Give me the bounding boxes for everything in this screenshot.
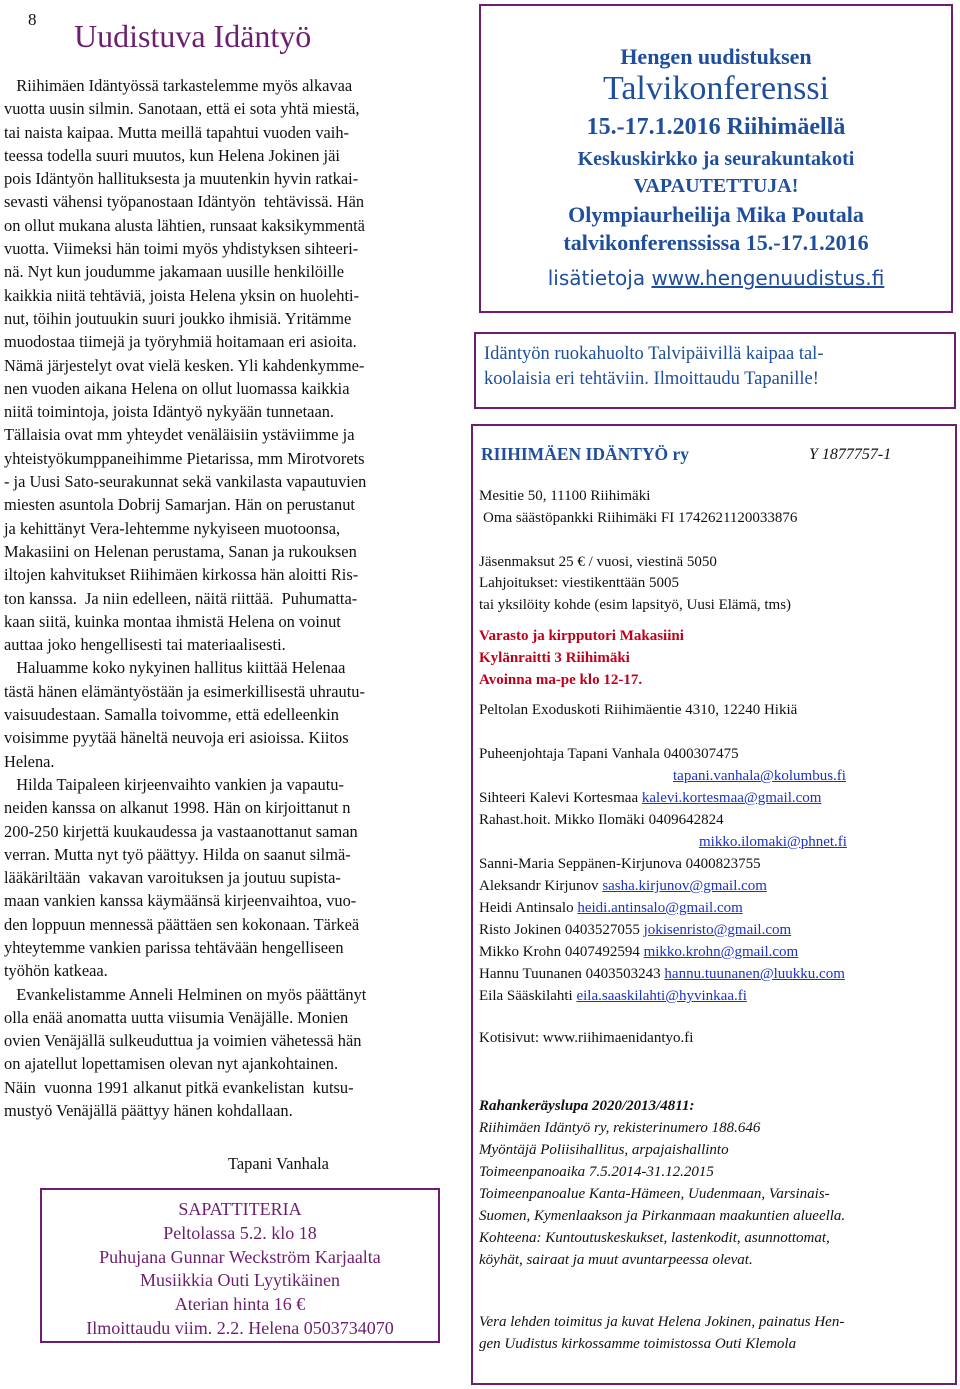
permit-line: Toimeenpanoalue Kanta-Hämeen, Uudenmaan, Varsinais- — [479, 1186, 830, 1202]
article-line: tai naista kaipaa. Mutta meillä tapahtui vuoden vaih- — [4, 122, 350, 142]
article-line: vuotta uusin silmin. Sanotaan, että ei sota yhtä miestä, — [4, 99, 360, 119]
chair-email-link[interactable]: tapani.vanhala@kolumbus.fi — [673, 768, 846, 784]
catering-notice-line1: Idäntyön ruokahuolto Talvipäivillä kaipaa tal- — [484, 344, 824, 364]
sapattiteria-line: SAPATTITERIA — [178, 1199, 302, 1219]
homepage: Kotisivut: www.riihimaenidantyo.fi — [479, 1030, 694, 1046]
article-line: ja kehittänyt Vera-lehtemme nykyiseen muotoonsa, — [4, 518, 341, 538]
member-heidi-name: Heidi Antinsalo — [479, 900, 578, 916]
credits-line1: Vera lehden toimitus ja kuvat Helena Jokinen, painatus Hen- — [479, 1314, 845, 1330]
article-body — [4, 74, 464, 1122]
article-line: teessa todella suuri muutos, kun Helena Jokinen jäi — [4, 145, 340, 165]
article-line: Tällaisia ovat mm yhteydet venäläisiin ystäviimme ja — [4, 425, 355, 445]
warehouse-name: Varasto ja kirpputori Makasiini — [479, 628, 684, 644]
conference-dates: 15.-17.1.2016 Riihimäellä — [586, 114, 846, 140]
permit-line: köyhät, sairaat ja muut avuntarpeessa olevat. — [479, 1252, 753, 1268]
member-eila — [479, 988, 747, 1005]
conference-title: Talvikonferenssi — [602, 70, 830, 107]
member-heidi — [479, 900, 743, 917]
secretary — [479, 790, 821, 807]
article-line: maan vankien kanssa käymäänsä kirjeenvaihtoa, vuo- — [4, 891, 357, 911]
member-eila-name: Eila Sääskilahti — [479, 988, 577, 1004]
permit-line: Suomen, Kymenlaakson ja Pirkanmaan maakuntien alueella. — [479, 1208, 846, 1224]
article-line: miesten asuntola Dobrij Samarjan. Hän on perustanut — [4, 495, 355, 515]
warehouse-address: Kylänraitti 3 Riihimäki — [479, 650, 630, 666]
article-line: vuotta. Viimeksi hän toimi myös yhdistyksen sihteeri- — [4, 239, 359, 259]
conference-box — [479, 4, 953, 313]
article-line: vaisuudestaan. Samalla toivomme, että edelleenkin — [4, 705, 339, 725]
article-line: Hilda Taipaleen kirjeenvaihto vankien ja vapautu- — [4, 774, 344, 794]
sapattiteria-line: Musiikkia Outi Lyytikäinen — [140, 1270, 340, 1291]
article-line: neiden kanssa on alkanut 1998. Hän on kirjoittanut n — [4, 798, 351, 818]
article-line: Evankelistamme Anneli Helminen on myös päättänyt — [4, 984, 367, 1004]
article-line: työhön katkeaa. — [4, 961, 108, 981]
member-sanni: Sanni-Maria Seppänen-Kirjunova 0400823755 — [479, 856, 761, 872]
risto-email-link[interactable]: jokisenristo@gmail.com — [643, 922, 792, 938]
article-line: yhteistyökumppaneihimme Pietarissa, mm Mirotvorets — [4, 448, 365, 468]
article-line: pois Idäntyön hallituksesta ja muutenkin hyvin ratkai- — [4, 169, 359, 189]
article-line: ton kanssa. Ja niin edelleen, näitä riittää. Puhumatta- — [4, 588, 358, 608]
article-line: Makasiini on Helenan perustama, Sanan ja rukouksen — [4, 541, 357, 561]
conference-venue: Keskuskirkko ja seurakuntakoti — [577, 148, 855, 170]
secretary-email-link[interactable]: kalevi.kortesmaa@gmail.com — [641, 790, 822, 806]
catering-notice-line2: koolaisia eri tehtäviin. Ilmoittaudu Tapanille! — [484, 369, 819, 389]
article-signature: Tapani Vanhala — [228, 1154, 329, 1173]
article-line: nen vuoden aikana Helena on ollut luomassa kaikkia — [4, 378, 350, 398]
permit-title: Rahankeräyslupa 2020/2013/4811: — [479, 1098, 695, 1114]
org-name: RIIHIMÄEN IDÄNTYÖ ry — [481, 444, 690, 464]
article-line: den loppuun mennessä päättäen sen kokonaan. Tärkeä — [4, 914, 360, 934]
warehouse-hours: Avoinna ma-pe klo 12-17. — [479, 672, 643, 688]
chair: Puheenjohtaja Tapani Vanhala 0400307475 — [479, 746, 739, 762]
member-mikko — [479, 944, 798, 961]
article-line: muodostaa tiimejä ja työryhmiä hoitamaan eri asioita. — [4, 332, 357, 352]
article-line: Haluamme koko nykyinen hallitus kiittää Helenaa — [4, 658, 346, 678]
org-y-code: Y 1877757-1 — [809, 446, 892, 463]
article-line: olla enää anomatta uutta viisumia Venäjälle. Monien — [4, 1007, 349, 1027]
aleksandr-email-link[interactable]: sasha.kirjunov@gmail.com — [602, 878, 767, 894]
member-hannu — [479, 966, 845, 983]
conference-website-link[interactable]: www.hengenuudistus.fi — [651, 266, 885, 290]
permit-line: Kohteena: Kuntoutuskeskukset, lastenkodit, asunnottomat, — [479, 1230, 830, 1246]
mikko-email-link[interactable]: mikko.krohn@gmail.com — [643, 944, 799, 960]
article-line: Helena. — [4, 751, 55, 771]
sapattiteria-line: Puhujana Gunnar Weckström Karjaalta — [99, 1246, 381, 1267]
org-targeted-donations: tai yksilöity kohde (esim lapsityö, Uusi Elämä, tms) — [479, 597, 792, 613]
member-aleksandr — [479, 878, 767, 895]
article-line: yhteytemme vankien parissa tehtävään hengelliseen — [4, 937, 344, 957]
hannu-email-link[interactable]: hannu.tuunanen@luukku.com — [664, 966, 845, 982]
sapattiteria-box — [40, 1188, 440, 1343]
member-risto — [479, 922, 791, 939]
org-membership: Jäsenmaksut 25 € / vuosi, viestinä 5050 — [479, 554, 717, 570]
conference-info-prefix: lisätietoja — [547, 266, 652, 290]
treasurer-email-link[interactable]: mikko.ilomaki@phnet.fi — [699, 834, 847, 850]
article-line: nä. Nyt kun joudumme jakamaan uusille henkilöille — [4, 262, 345, 282]
member-risto-name: Risto Jokinen 0403527055 — [479, 922, 644, 938]
article-line: on ajatellut lopettamisen olevan nyt ajankohtainen. — [4, 1054, 339, 1074]
conference-info — [481, 266, 951, 290]
article-line: lääkäriltään vakavan varoituksen ja joutuu supista- — [4, 868, 341, 888]
sapattiteria-line: Peltolassa 5.2. klo 18 — [163, 1222, 317, 1243]
member-hannu-name: Hannu Tuunanen 0403503243 — [479, 966, 665, 982]
conference-slogan: VAPAUTETTUJA! — [633, 175, 799, 197]
heidi-email-link[interactable]: heidi.antinsalo@gmail.com — [577, 900, 743, 916]
page-title: Uudistuva Idäntyö — [74, 18, 312, 54]
catering-notice-box — [474, 332, 956, 409]
permit-line: Riihimäen Idäntyö ry, rekisterinumero 188.646 — [479, 1120, 761, 1136]
article-line: auttaa joko hengellisesti tai materiaalisesti. — [4, 635, 286, 655]
article-line: voisimme pyytää häneltä neuvoja eri asioissa. Kiitos — [4, 728, 349, 748]
article-line: iltojen kahvitukset Riihimäen kirkossa hän aloitti Ris- — [4, 565, 359, 585]
article-line: ovien Venäjällä sulkeuduttua ja voimien vähetessä hän — [4, 1031, 362, 1051]
article-line: sevasti vähensi työpanostaan Idäntyön tehtävissä. Hän — [4, 192, 365, 212]
sapattiteria-line: Aterian hinta 16 € — [174, 1294, 306, 1315]
conference-guest: Olympiaurheilija Mika Poutala — [568, 202, 864, 227]
article-line: kaan siitä, kuinka montaa ihmistä Helena on voinut — [4, 611, 341, 631]
org-address: Mesitie 50, 11100 Riihimäki — [479, 488, 651, 504]
article-line: tästä hänen elämäntyöstään ja esimerkillisestä uhrautu- — [4, 681, 365, 701]
conference-line1: Hengen uudistuksen — [620, 44, 812, 69]
article-line: - ja Uusi Sato-seurakunnat sekä vankilasta vapautuvien — [4, 472, 367, 492]
article-line: Riihimäen Idäntyössä tarkastelemme myös alkavaa — [4, 76, 353, 95]
article-line: 200-250 kirjettä kuukaudessa ja vastaanottanut saman — [4, 821, 358, 841]
eila-email-link[interactable]: eila.saaskilahti@hyvinkaa.fi — [576, 988, 747, 1004]
article-line: nut, töihin joutuukin suuri joukko ihmisiä. Yritämme — [4, 308, 352, 328]
org-bank: Oma säästöpankki Riihimäki FI 1742621120033876 — [483, 510, 798, 526]
organization-info-box — [471, 424, 957, 1385]
article-line: Näin vuonna 1991 alkanut pitkä evankelistan kutsu- — [4, 1077, 354, 1097]
page-number: 8 — [28, 10, 37, 29]
org-donations: Lahjoitukset: viestikenttään 5005 — [479, 575, 679, 591]
article-line: verran. Mutta nyt työ päättyy. Hilda on saanut silmä- — [4, 844, 351, 864]
member-aleksandr-name: Aleksandr Kirjunov — [479, 878, 603, 894]
article-line: kaikkia niitä tehtäviä, joista Helena yksin on huolehti- — [4, 285, 360, 305]
sapattiteria-line: Ilmoittaudu viim. 2.2. Helena 0503734070 — [86, 1317, 394, 1338]
treasurer: Rahast.hoit. Mikko Ilomäki 0409642824 — [479, 812, 724, 828]
article-line: on ollut mukana alusta lähtien, runsaat kaksikymmentä — [4, 215, 365, 235]
secretary-name: Sihteeri Kalevi Kortesmaa — [479, 790, 642, 806]
credits-line2: gen Uudistus kirkossamme toimistossa Outi Klemola — [479, 1336, 797, 1352]
permit-line: Myöntäjä Poliisihallitus, arpajaishallinto — [479, 1142, 729, 1158]
article-line: Nämä järjestelyt ovat vielä kesken. Yli kahdenkymme- — [4, 355, 365, 375]
exodus-home: Peltolan Exoduskoti Riihimäentie 4310, 12240 Hikiä — [479, 702, 798, 718]
conference-guest-dates: talvikonferenssissa 15.-17.1.2016 — [563, 230, 869, 255]
article-line: mustyö Venäjällä päättyy hänen kohdallaan. — [4, 1101, 293, 1121]
permit-line: Toimeenpanoaika 7.5.2014-31.12.2015 — [479, 1164, 714, 1180]
member-mikko-name: Mikko Krohn 0407492594 — [479, 944, 644, 960]
article-line: niitä toimintoja, joista Idäntyö nykyään tunnetaan. — [4, 402, 335, 422]
